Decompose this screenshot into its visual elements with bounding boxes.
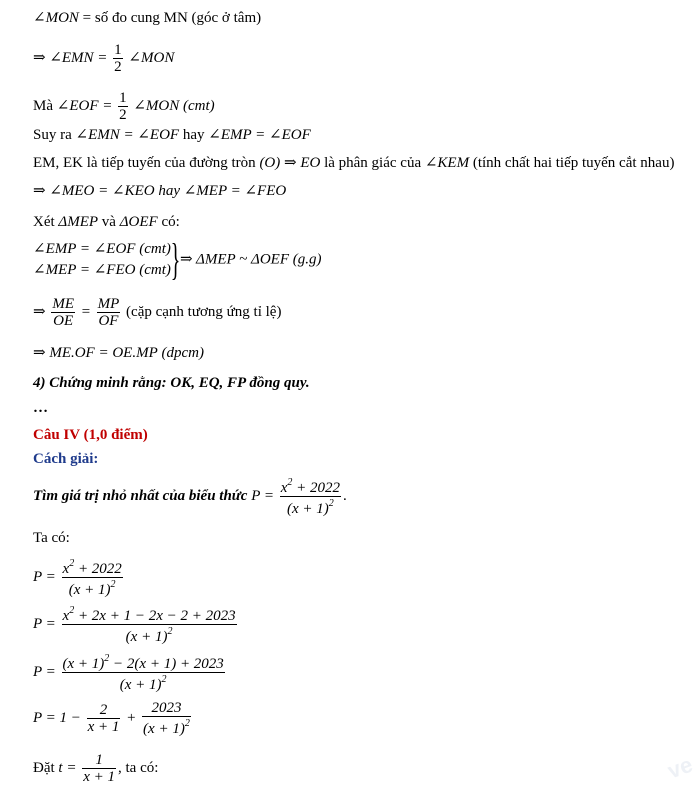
line-tangent: EM, EK là tiếp tuyến của đường tròn (O) ⇒ EO là phân giác của ∠KEM (tính chất hai tiếp tuyến cắt nhau) [33,155,675,171]
text-tangent-c: (tính chất hai tiếp tuyến cắt nhau) [472,155,675,171]
line-suy-ra: Suy ra ∠EMN = ∠EOF hay ∠EMP = ∠EOF [33,127,311,143]
text-dat: Đặt [33,759,55,776]
line-ratio: ⇒ $\frac{ME}{OE}$ = $\frac{MP}{OF}$ (cặp cạnh tương ứng tỉ lệ) [33,296,282,329]
line-mon-arc: ∠MON = số đo cung MN (góc ở tâm) [33,10,262,26]
text-mon-arc: = số đo cung MN (góc ở tâm) [82,10,262,26]
line-meo: ⇒ ∠MEO = ∠KEO hay ∠MEP = ∠FEO [33,183,287,199]
text-ma: Mà [33,97,53,114]
text-suy-ra: Suy ra [33,127,72,143]
text-ratio-note: (cặp cạnh tương ứng tỉ lệ) [126,303,282,320]
ellipsis: … [33,400,48,416]
line-system: ∠EMP = ∠EOF (cmt) ∠MEP = ∠FEO (cmt) }⇒ ΔMEP ~ ΔOEF (g.g) [33,235,322,284]
line-eof: Mà ∠EOF = $\frac{1}{2}$ ∠MON (cmt) [33,90,215,123]
part4-heading: 4) Chứng minh rằng: OK, EQ, FP đồng quy. [33,375,310,391]
text-co: có: [161,214,180,230]
line-xet: Xét ΔMEP và ΔOEF có: [33,214,180,230]
text-gg: (g.g) [292,251,322,268]
text-dpcm: (dpcm) [161,345,204,361]
problem-statement: Tìm giá trị nhỏ nhất của biểu thức P = $\frac{x^2 + 2022}{(x + 1)^2}$ . [33,477,347,517]
watermark: ve [663,751,696,784]
line-emn: ⇒ ∠EMN = $\frac{1}{2}$ ∠MON [33,42,175,75]
eq-p1: P = $\frac{x^2 + 2022}{(x + 1)^2}$ [33,558,122,598]
text-va: và [101,214,116,230]
text-xet: Xét [33,214,55,230]
eq-p2: P = $\frac{x^2 + 2x + 1 - 2x - 2 + 2023}{(x + 1)^2}$ [33,605,236,645]
text-cmt-1: (cmt) [183,97,215,114]
eq-p3: P = $\frac{(x + 1)^2 - 2(x + 1) + 2023}{(x + 1)^2}$ [33,653,224,693]
line-conclusion: ⇒ ME.OF = OE.MP (dpcm) [33,345,204,361]
cau-iv-heading: Câu IV (1,0 điểm) [33,427,148,443]
text-tangent-b: là phân giác của [324,155,422,171]
text-tim: Tìm giá trị nhỏ nhất của biểu thức [33,487,248,504]
cach-giai-heading: Cách giải: [33,451,99,467]
line-dat: Đặt t = $\frac{1}{x + 1}$ , ta có: [33,752,159,785]
text-tangent-a: EM, EK là tiếp tuyến của đường tròn [33,155,256,171]
text-ta-co-2: , ta có: [118,759,159,776]
eq-p4: P = 1 − $\frac{2}{x + 1}$ + $\frac{2023}{(x + 1)^2}$ [33,700,190,737]
text-hay-1: hay [182,127,205,143]
text-ta-co: Ta có: [33,530,70,546]
